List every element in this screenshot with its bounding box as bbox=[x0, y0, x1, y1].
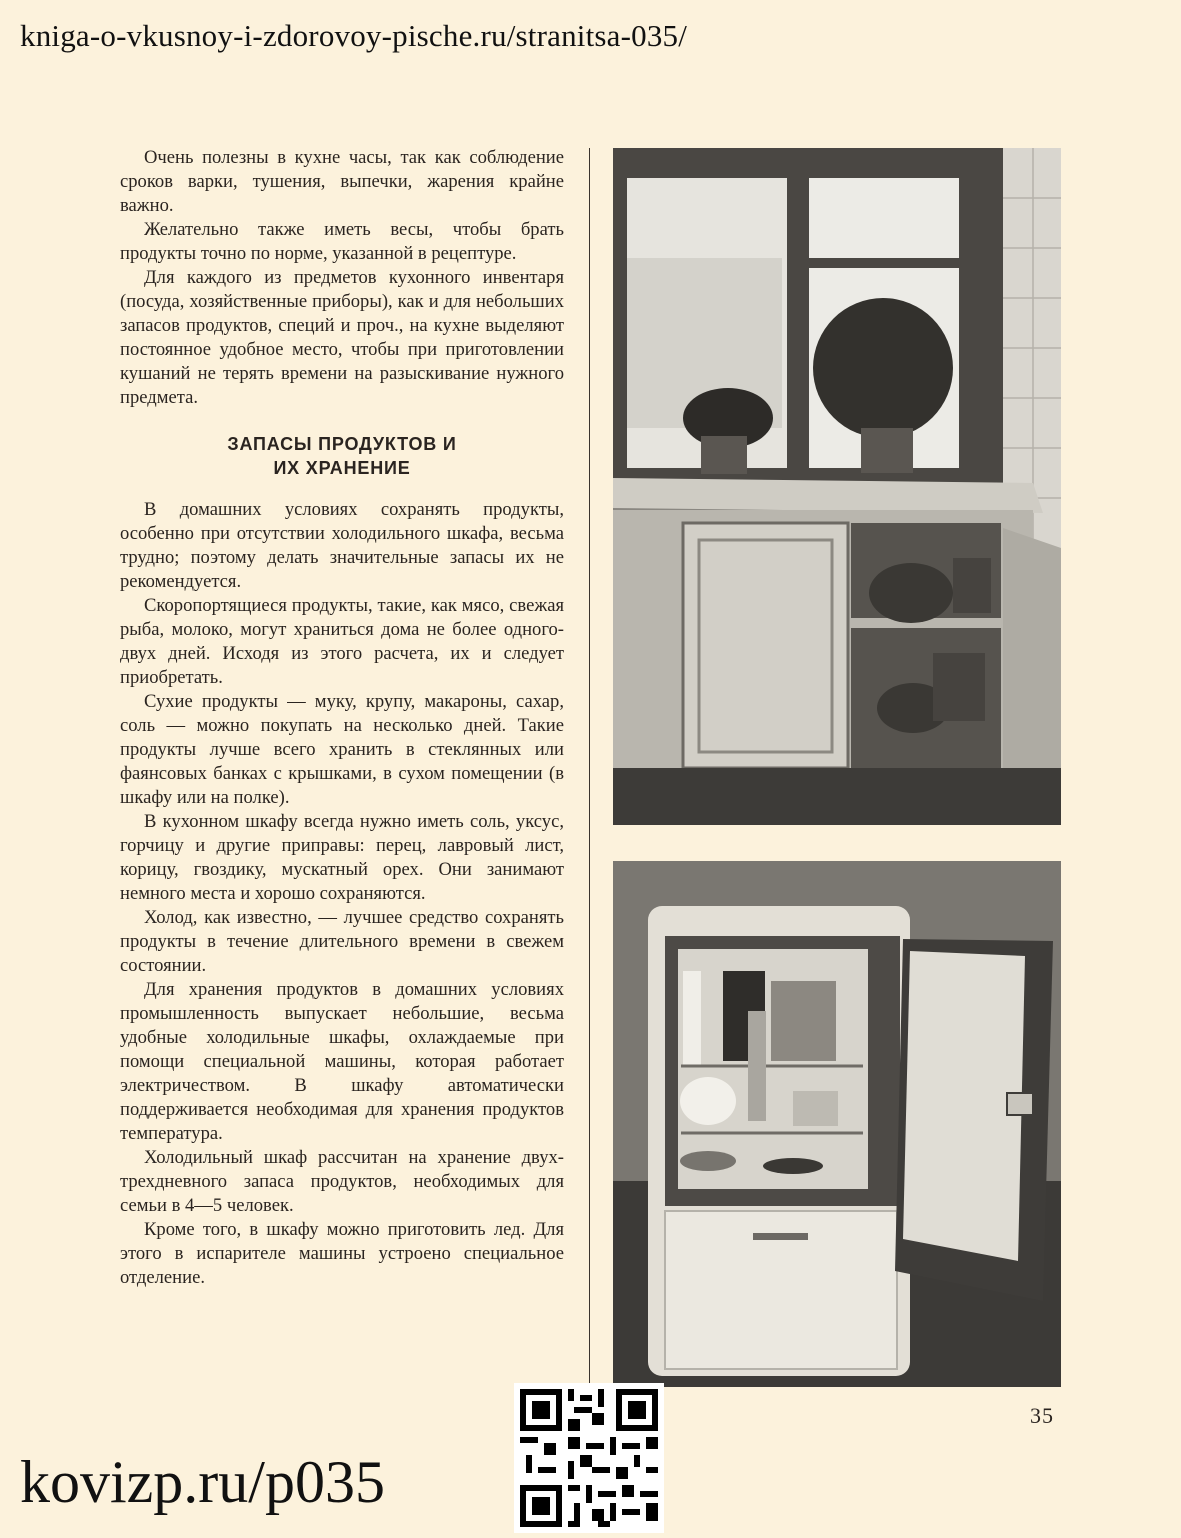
paragraph: Для хранения продуктов в домашних условиях промышленность выпускает небольшие, весьма удобные холодильные шкафы, охлаждаемые при помощи специальной машины, которая работает электричеством. В шкафу автоматически поддерживается необходимая для хранения продуктов температура. bbox=[120, 979, 564, 1144]
paragraph: Кроме того, в шкафу можно приготовить лед. Для этого в испарителе машины устроено специальное отделение. bbox=[120, 1219, 564, 1288]
refrigerator-illustration bbox=[613, 861, 1061, 1387]
paragraph: Для каждого из предметов кухонного инвентаря (посуда, хозяйственные приборы), как и для небольших запасов продуктов, специй и проч., на кухне выделяют постоянное удобное место, чтобы при приготовлении кушаний не терять времени на разыскивание нужного предмета. bbox=[120, 267, 564, 408]
short-url[interactable]: kovizp.ru/p035 bbox=[20, 1449, 385, 1515]
paragraph: Желательно также иметь весы, чтобы брать продукты точно по норме, указанной в рецептуре. bbox=[120, 219, 564, 264]
page-number: 35 bbox=[1030, 1403, 1054, 1428]
paragraph: Холод, как известно, — лучшее средство сохранять продукты в течение длительного времени в свежем состоянии. bbox=[120, 907, 564, 976]
top-url[interactable]: kniga-o-vkusnoy-i-zdorovoy-pische.ru/stranitsa-035/ bbox=[20, 18, 688, 53]
section-heading-line2: ИХ ХРАНЕНИЕ bbox=[273, 458, 411, 478]
section-heading bbox=[120, 432, 564, 480]
paragraph: Скоропортящиеся продукты, такие, как мясо, свежая рыба, молоко, могут храниться дома не более одного-двух дней. Исходя из этого расчета, их и следует приобретать. bbox=[120, 595, 564, 688]
qr-code-graphic bbox=[514, 1383, 664, 1533]
section-heading-line1: ЗАПАСЫ ПРОДУКТОВ И bbox=[227, 434, 457, 454]
paragraph: Очень полезны в кухне часы, так как соблюдение сроков варки, тушения, выпечки, жарения крайне важно. bbox=[120, 147, 564, 216]
paragraph: Сухие продукты — муку, крупу, макароны, сахар, соль — можно покупать на несколько дней. Такие продукты лучше всего хранить в стеклянных или фаянсовых банках с крышками, в сухом помещении (в шкафу или на полке). bbox=[120, 691, 564, 808]
kitchen-cabinet-photo bbox=[613, 148, 1061, 825]
article-text bbox=[120, 146, 564, 1290]
paragraph: В домашних условиях сохранять продукты, особенно при отсутствии холодильного шкафа, весьма трудно; поэтому делать значительные запасы их не рекомендуется. bbox=[120, 499, 564, 592]
kitchen-cabinet-illustration bbox=[613, 148, 1061, 825]
paragraph: В кухонном шкафу всегда нужно иметь соль, уксус, горчицу и другие приправы: перец, лавровый лист, корицу, гвоздику, мускатный орех. Они занимают немного места и хорошо сохраняются. bbox=[120, 811, 564, 904]
qr-code-icon[interactable] bbox=[514, 1383, 664, 1533]
refrigerator-photo bbox=[613, 861, 1061, 1387]
paragraph: Холодильный шкаф рассчитан на хранение двух-трехдневного запаса продуктов, необходимых для семьи в 4—5 человек. bbox=[120, 1147, 564, 1216]
column-divider bbox=[589, 148, 590, 1386]
